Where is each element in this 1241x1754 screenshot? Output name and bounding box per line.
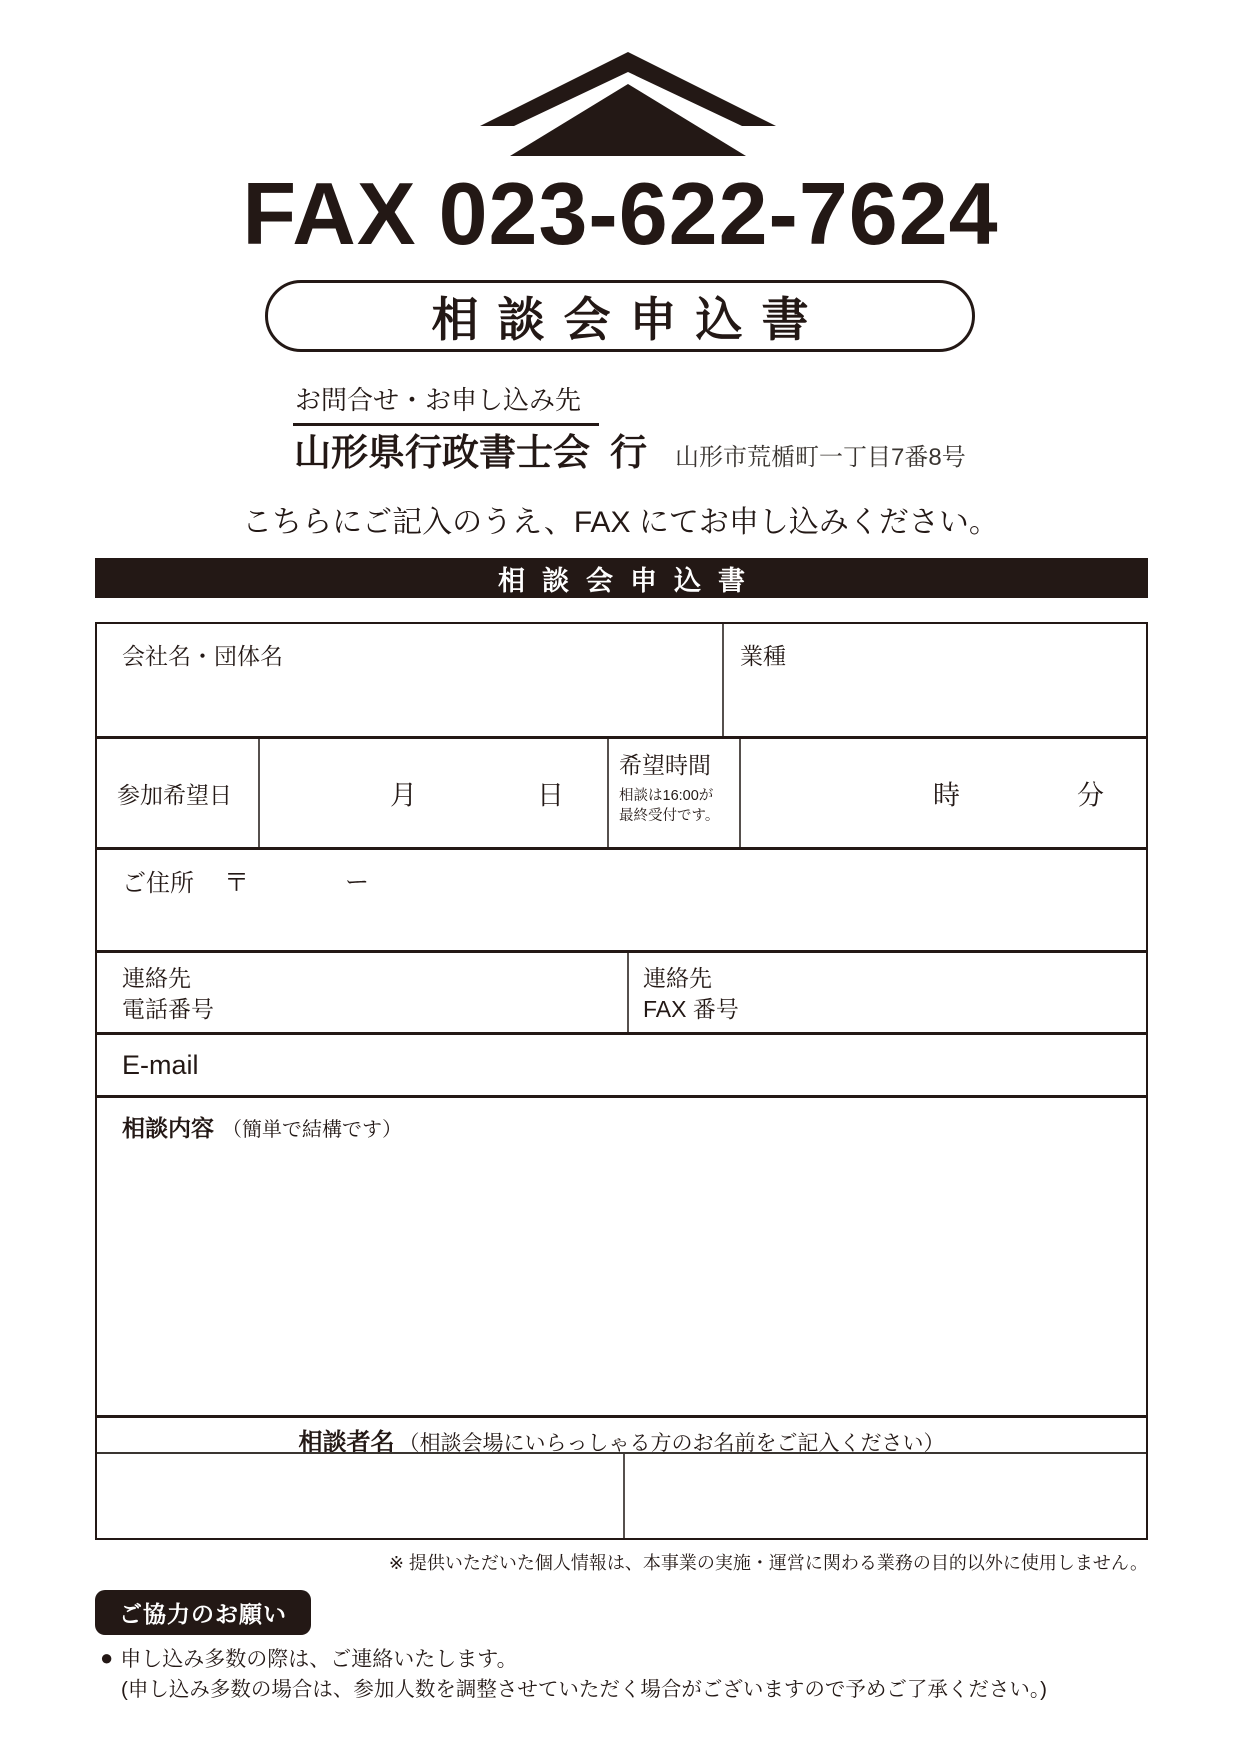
time-note-line2: 最終受付です。 [619,807,720,824]
privacy-note: ※ 提供いただいた個人情報は、本事業の実施・運営に関わる業務の目的以外に使用しません。 [388,1553,1148,1573]
attendee-name-label: 相談者名 [298,1429,395,1456]
desired-time-label: 希望時間 [619,752,711,778]
footer-note-2: (申し込み多数の場合は、参加人数を調整させていただく場合がございますので予めご了承ください。) [121,1678,1047,1701]
footer-note-1-text: 申し込み多数の際は、ご連絡いたします。 [120,1648,518,1671]
cooperation-badge: ご協力のお願い [95,1590,311,1635]
desired-date-field [97,739,258,847]
hour-unit-label: 時 [933,780,960,811]
row-attendee-cells [97,1452,1146,1538]
postal-code-dash: ー [345,869,369,896]
industry-field [722,624,1146,736]
consultation-content-label: 相談内容 [122,1115,214,1141]
month-day-field [258,739,607,847]
form-banner-title: 相談会申込書 [498,565,762,596]
attendee-name-cell-right [623,1454,1146,1538]
minute-unit-label: 分 [1077,780,1104,811]
form-banner [95,558,1148,598]
form-title: 相談会申込書 [431,292,828,346]
consultation-content-field [97,1098,1146,1415]
organization-suffix: 行 [610,432,647,473]
phone-field [97,953,627,1032]
postal-mark: 〒 [224,869,250,897]
contact-heading: お問合せ・お申し込み先 [293,380,599,426]
hour-minute-field [739,739,1146,847]
row-attendee-header [97,1415,1146,1456]
roof-logo-icon [470,52,786,158]
address-label: ご住所 [122,870,194,897]
desired-time-field [607,739,739,847]
attendee-name-note: （相談会場にいらっしゃる方のお名前をご記入ください） [398,1432,945,1455]
time-note-line1: 相談は16:00が [619,788,714,804]
organization-line [294,422,966,476]
email-field [97,1035,1146,1095]
organization-address: 山形市荒楯町一丁目7番8号 [675,444,966,471]
company-name-label: 会社名・団体名 [122,643,283,669]
email-label: E-mail [122,1049,199,1080]
month-unit-label: 月 [390,780,417,811]
row-email [97,1032,1146,1095]
fax-number: 023-622-7624 [438,164,999,263]
row-address [97,847,1146,950]
fax-label: FAX [242,164,417,263]
industry-label: 業種 [740,643,786,669]
consultation-content-note: （簡単で結構です） [222,1119,402,1141]
phone-label: 連絡先 電話番号 [122,965,214,1023]
address-field [97,850,1146,950]
fax-number-label: 連絡先 FAX 番号 [643,965,739,1023]
row-date-time [97,736,1146,847]
desired-date-label: 参加希望日 [117,781,232,808]
application-form-table [95,622,1148,1540]
day-unit-label: 日 [537,780,564,811]
fax-heading [0,164,1241,263]
row-company-industry [97,624,1146,736]
fax-instruction: こちらにご記入のうえ、FAX にてお申し込みください。 [242,506,999,539]
footer-note-1 [100,1643,518,1673]
organization-name: 山形県行政書士会 [294,432,590,473]
form-title-box [265,280,975,352]
bullet-icon: ● [100,1645,114,1670]
time-note [619,787,739,826]
row-consultation-content [97,1095,1146,1415]
fax-field [627,953,1146,1032]
row-phone-fax [97,950,1146,1032]
company-name-field [97,624,722,736]
attendee-name-cell-left [97,1454,623,1538]
